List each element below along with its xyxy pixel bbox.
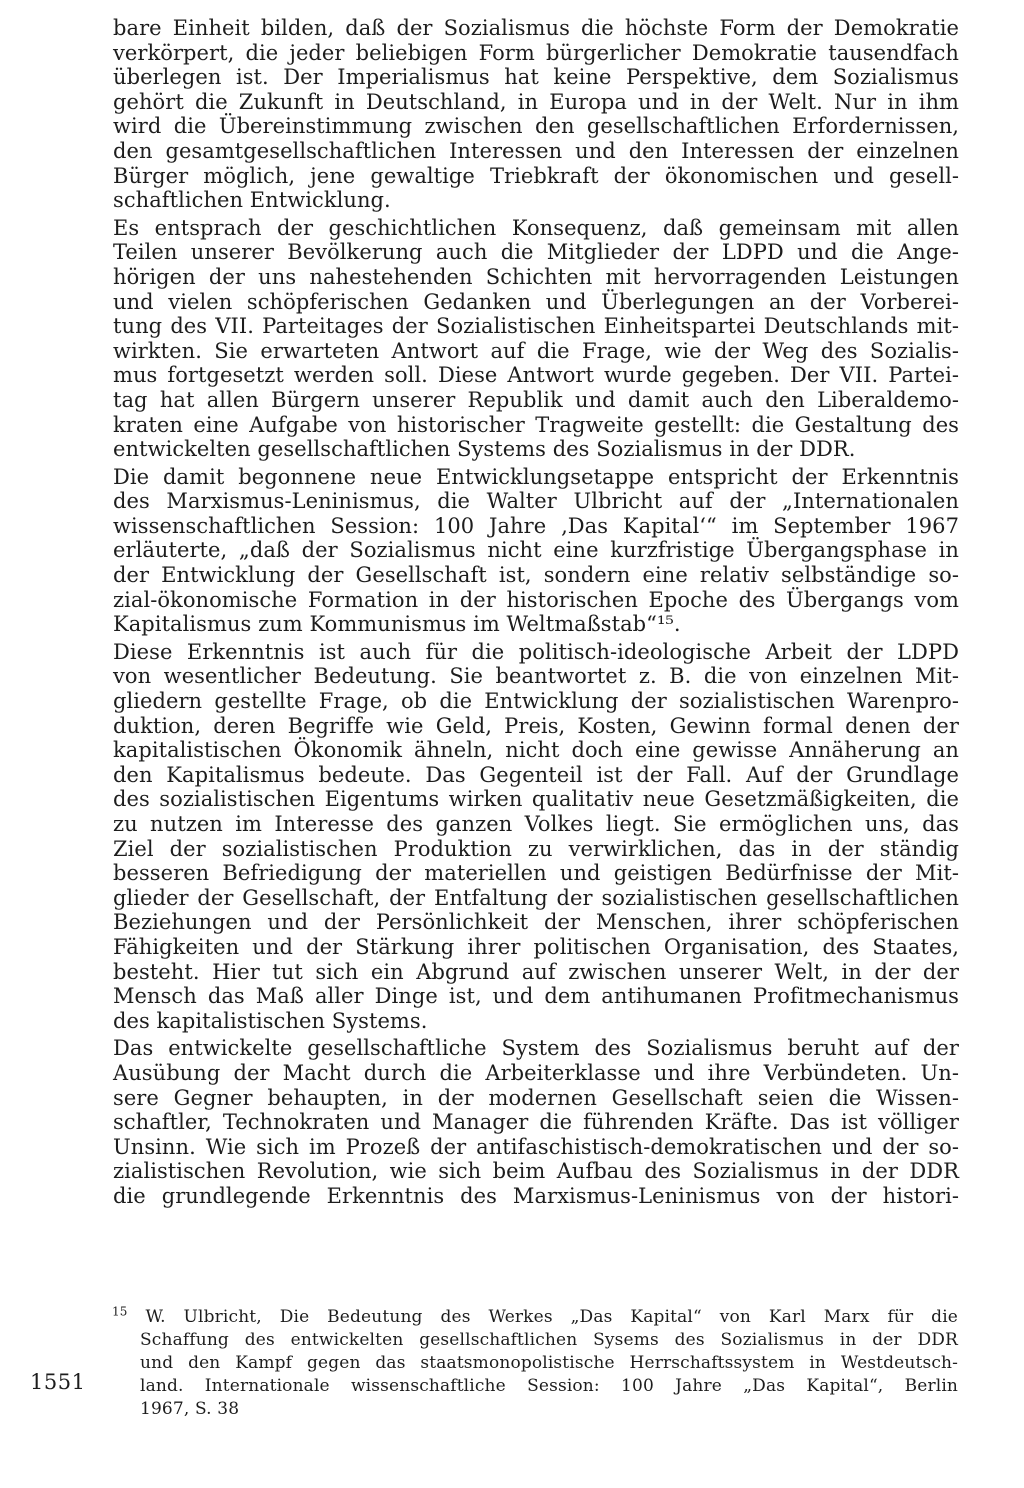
text-line: Die damit begonnene neue Entwicklungsetappe entspricht der Erkenntnis bbox=[113, 464, 959, 489]
footnote-text: W. Ulbricht, Die Bedeutung des Werkes „Das Kapital“ von Karl Marx für die bbox=[145, 1307, 958, 1327]
page-number: 1551 bbox=[30, 1370, 86, 1394]
footnote-line bbox=[112, 1375, 958, 1398]
text-line: des Marxismus-Leninismus, die Walter Ulbricht auf der „Internationalen bbox=[113, 489, 959, 514]
text-line: gliedern gestellte Frage, ob die Entwicklung der sozialistischen Warenpro- bbox=[113, 689, 959, 714]
paragraph bbox=[113, 16, 959, 213]
footnote-text: land. Internationale wissenschaftliche Session: 100 Jahre „Das Kapital“, Berlin bbox=[140, 1376, 958, 1396]
text-line: Diese Erkenntnis ist auch für die politisch-ideologische Arbeit der LDPD bbox=[113, 639, 959, 664]
text-line: besseren Befriedigung der materiellen und geistigen Bedürfnisse der Mit- bbox=[113, 861, 959, 886]
footnote-block bbox=[112, 1306, 958, 1421]
footnote-line bbox=[112, 1306, 958, 1329]
text-line: mus fortgesetzt werden soll. Diese Antwort wurde gegeben. Der VII. Partei- bbox=[113, 363, 959, 388]
text-line: Mensch das Maß aller Dinge ist, und dem antihumanen Profitmechanismus bbox=[113, 984, 959, 1009]
paragraph bbox=[113, 1036, 959, 1208]
text-line: Unsinn. Wie sich im Prozeß der antifaschistisch-demokratischen und der so- bbox=[113, 1134, 959, 1159]
text-line: entwickelten gesellschaftlichen Systems des Sozialismus in der DDR. bbox=[113, 437, 856, 462]
text-line: zialistischen Revolution, wie sich beim Aufbau des Sozialismus in der DDR bbox=[113, 1159, 959, 1184]
text-line: sere Gegner behaupten, in der modernen Gesellschaft seien die Wissen- bbox=[113, 1085, 959, 1110]
footnote-text: 1967, S. 38 bbox=[140, 1399, 240, 1419]
footnote-text: und den Kampf gegen das staatsmonopolistische Herrschaftssystem in Westdeutsch- bbox=[140, 1353, 958, 1373]
text-line: zu nutzen im Interesse des ganzen Volkes liegt. Sie ermöglichen uns, das bbox=[113, 812, 959, 836]
text-line: schaftlichen Entwicklung. bbox=[113, 188, 391, 213]
footnote-line bbox=[112, 1398, 958, 1421]
text-line: gehört die Zukunft in Deutschland, in Europa und in der Welt. Nur in ihm bbox=[113, 89, 959, 114]
text-line: Es entsprach der geschichtlichen Konsequenz, daß gemeinsam mit allen bbox=[113, 215, 959, 240]
text-line: die grundlegende Erkenntnis des Marxismus-Leninismus von der histori- bbox=[113, 1183, 959, 1208]
footnote-line bbox=[112, 1329, 958, 1352]
text-line: kraten eine Aufgabe von historischer Tragweite gestellt: die Gestaltung des bbox=[113, 412, 959, 437]
paragraph bbox=[113, 465, 959, 637]
text-line: den gesamtgesellschaftlichen Interessen und den Interessen der einzelnen bbox=[113, 138, 959, 163]
main-text-body bbox=[113, 16, 959, 1212]
text-line: hörigen der uns nahestehenden Schichten mit hervorragenden Leistungen bbox=[113, 264, 959, 289]
text-line: Bürger möglich, jene gewaltige Triebkraft der ökonomischen und gesell- bbox=[113, 163, 959, 188]
text-line: des kapitalistischen Systems. bbox=[113, 1008, 428, 1033]
text-line: überlegen ist. Der Imperialismus hat keine Perspektive, dem Sozialismus bbox=[113, 65, 959, 90]
text-line: Ausübung der Macht durch die Arbeiterklasse und ihre Verbündeten. Un- bbox=[113, 1060, 959, 1085]
text-line: den Kapitalismus bedeute. Das Gegenteil ist der Fall. Auf der Grundlage bbox=[113, 762, 959, 787]
text-line: duktion, deren Begriffe wie Geld, Preis, Kosten, Gewinn formal denen der bbox=[113, 713, 959, 738]
text-line: Fähigkeiten und der Stärkung ihrer politischen Organisation, des Staates, bbox=[113, 934, 959, 959]
footnote-mark: 15 bbox=[112, 1304, 128, 1319]
text-line: erläuterte, „daß der Sozialismus nicht eine kurzfristige Übergangsphase in bbox=[113, 538, 959, 563]
text-line: des sozialistischen Eigentums wirken qualitativ neue Gesetzmäßigkeiten, die bbox=[113, 787, 959, 812]
text-line: Teilen unserer Bevölkerung auch die Mitglieder der LDPD und die Ange- bbox=[113, 240, 959, 265]
footnote-line bbox=[112, 1352, 958, 1375]
text-line: verkörpert, die jeder beliebigen Form bürgerlicher Demokratie tausendfach bbox=[113, 40, 959, 65]
text-line: der Entwicklung der Gesellschaft ist, sondern eine relativ selbständige so- bbox=[113, 563, 959, 588]
text-line: kapitalistischen Ökonomik ähneln, nicht doch eine gewisse Annäherung an bbox=[113, 738, 959, 763]
text-line: Das entwickelte gesellschaftliche System des Sozialismus beruht auf der bbox=[113, 1036, 959, 1061]
text-line: besteht. Hier tut sich ein Abgrund auf zwischen unserer Welt, in der der bbox=[113, 959, 959, 984]
paragraph bbox=[113, 640, 959, 1034]
text-line: zial-ökonomische Formation in der historischen Epoche des Übergangs vom bbox=[113, 587, 959, 612]
text-line: Ziel der sozialistischen Produktion zu verwirklichen, das in der ständig bbox=[113, 836, 959, 861]
text-line: von wesentlicher Bedeutung. Sie beantwortet z. B. die von einzelnen Mit- bbox=[113, 664, 959, 689]
text-line: tag hat allen Bürgern unserer Republik und damit auch den Liberaldemo- bbox=[113, 387, 959, 412]
text-line: Kapitalismus zum Kommunismus im Weltmaßstab“¹⁵. bbox=[113, 612, 681, 637]
text-line: wissenschaftlichen Session: 100 Jahre ‚Das Kapital‘“ im September 1967 bbox=[113, 513, 959, 538]
text-line: schaftler, Technokraten und Manager die führenden Kräfte. Das ist völliger bbox=[113, 1110, 959, 1135]
text-line: wirkten. Sie erwarteten Antwort auf die Frage, wie der Weg des Sozialis- bbox=[113, 338, 959, 363]
text-line: und vielen schöpferischen Gedanken und Überlegungen an der Vorberei- bbox=[113, 289, 959, 314]
text-line: glieder der Gesellschaft, der Entfaltung der sozialistischen gesellschaftlichen bbox=[113, 885, 959, 910]
text-line: Beziehungen und der Persönlichkeit der Menschen, ihrer schöpferischen bbox=[113, 910, 959, 935]
text-line: tung des VII. Parteitages der Sozialistischen Einheitspartei Deutschlands mit- bbox=[113, 314, 959, 339]
footnote-text: Schaffung des entwickelten gesellschaftlichen Sysems des Sozialismus in der DDR bbox=[140, 1330, 958, 1350]
text-line: wird die Übereinstimmung zwischen den gesellschaftlichen Erfordernissen, bbox=[113, 114, 959, 139]
paragraph bbox=[113, 216, 959, 462]
text-line: bare Einheit bilden, daß der Sozialismus die höchste Form der Demokratie bbox=[113, 16, 959, 40]
